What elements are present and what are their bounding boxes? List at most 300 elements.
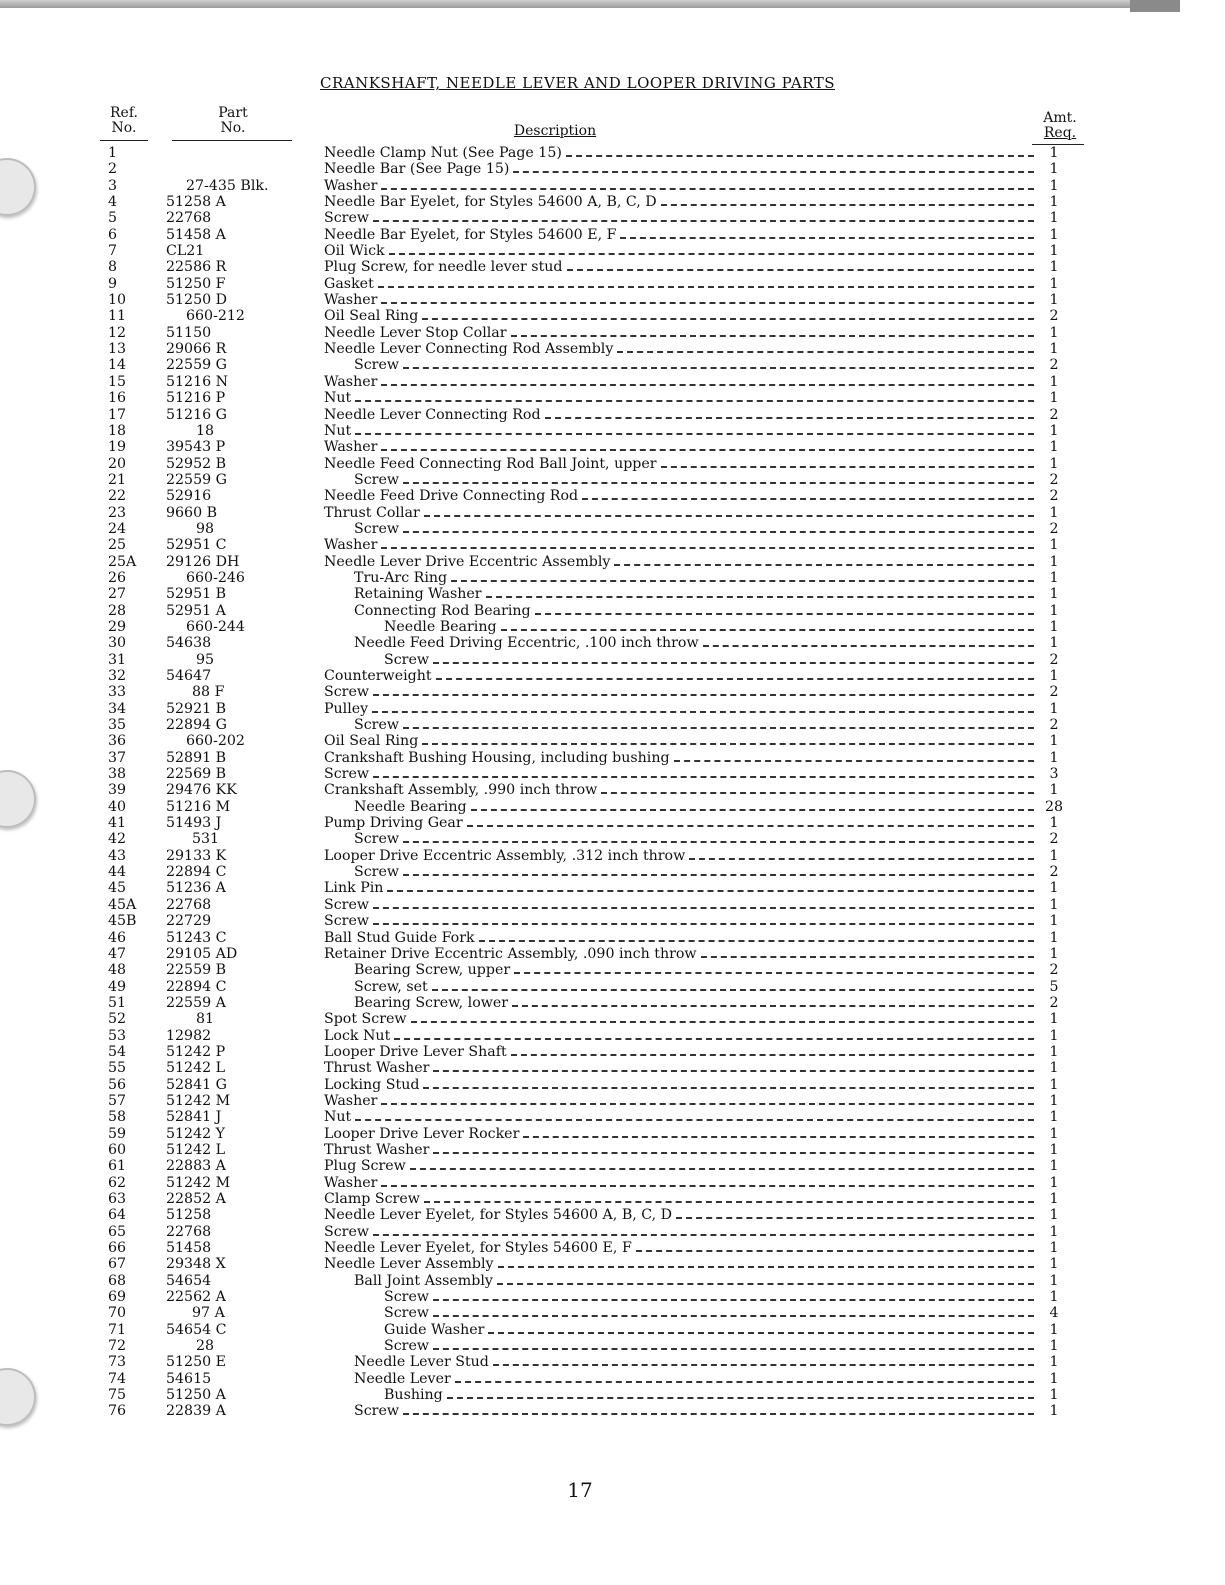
ref-number: 49 xyxy=(108,978,127,995)
dot-leader xyxy=(455,1381,1034,1383)
amount-required: 1 xyxy=(1049,194,1059,211)
part-number: 52951 C xyxy=(166,537,227,554)
dot-leader xyxy=(636,1250,1034,1252)
part-number: 95 xyxy=(196,651,215,668)
dot-leader xyxy=(535,613,1034,615)
description-cell xyxy=(324,456,1034,472)
ref-number: 34 xyxy=(108,700,127,717)
amount-required: 1 xyxy=(1049,1027,1059,1044)
amount-required: 1 xyxy=(1049,896,1059,913)
description-text: Nut xyxy=(324,1109,352,1126)
part-number: 52891 B xyxy=(166,749,227,766)
table-row xyxy=(0,979,1225,995)
description-text: Needle Bearing xyxy=(354,798,467,815)
amount-required: 1 xyxy=(1049,324,1059,341)
dot-leader xyxy=(661,466,1034,468)
description-cell xyxy=(384,1338,1034,1354)
dot-leader xyxy=(373,907,1034,909)
ref-number: 24 xyxy=(108,520,127,537)
amount-required: 1 xyxy=(1049,439,1059,456)
part-number: 54638 xyxy=(166,635,212,652)
amount-required: 2 xyxy=(1049,864,1059,881)
description-text: Ball Joint Assembly xyxy=(354,1272,493,1289)
dot-leader xyxy=(373,923,1034,925)
table-row xyxy=(0,1077,1225,1093)
description-text: Screw xyxy=(324,1223,369,1240)
part-number: CL21 xyxy=(166,243,205,260)
ref-number: 56 xyxy=(108,1076,127,1093)
table-row xyxy=(0,733,1225,749)
description-text: Screw xyxy=(324,896,369,913)
part-number: 51250 A xyxy=(166,1387,226,1404)
amount-required: 28 xyxy=(1044,798,1064,815)
description-text: Looper Drive Lever Rocker xyxy=(324,1125,520,1142)
part-number: 98 xyxy=(196,520,215,537)
table-row xyxy=(0,243,1225,259)
dot-leader xyxy=(493,1364,1034,1366)
description-text: Needle Bearing xyxy=(384,618,497,635)
dot-leader xyxy=(661,204,1034,206)
part-number: 22894 C xyxy=(166,978,227,995)
table-row xyxy=(0,864,1225,880)
description-cell xyxy=(324,1256,1034,1272)
amount-required: 2 xyxy=(1049,471,1059,488)
amount-required: 1 xyxy=(1049,913,1059,930)
description-cell xyxy=(354,962,1034,978)
part-number: 22729 xyxy=(166,913,212,930)
ref-number: 19 xyxy=(108,439,127,456)
description-text: Thrust Washer xyxy=(324,1141,430,1158)
amount-required: 1 xyxy=(1049,1158,1059,1175)
description-cell xyxy=(324,913,1034,929)
ref-number: 51 xyxy=(108,994,127,1011)
description-text: Needle Lever xyxy=(354,1370,451,1387)
part-number: 22562 A xyxy=(166,1289,226,1306)
table-row xyxy=(0,603,1225,619)
dot-leader xyxy=(403,531,1034,533)
dot-leader xyxy=(467,825,1034,827)
description-cell xyxy=(324,1240,1034,1256)
dot-leader xyxy=(511,1054,1034,1056)
dot-leader xyxy=(410,1168,1034,1170)
ref-number: 25 xyxy=(108,537,127,554)
part-number: 51258 xyxy=(166,1207,212,1224)
table-row xyxy=(0,1191,1225,1207)
ref-number: 32 xyxy=(108,668,127,684)
description-cell xyxy=(354,521,1034,537)
dot-leader xyxy=(511,335,1034,337)
description-text: Screw xyxy=(324,684,369,701)
dot-leader xyxy=(355,1119,1034,1121)
description-text: Needle Lever Assembly xyxy=(324,1256,494,1273)
table-row xyxy=(0,1142,1225,1158)
dot-leader xyxy=(689,858,1034,860)
table-row xyxy=(0,292,1225,308)
description-text: Oil Seal Ring xyxy=(324,733,419,750)
ref-number: 62 xyxy=(108,1174,127,1191)
amount-required: 1 xyxy=(1049,1109,1059,1126)
description-cell xyxy=(324,325,1034,341)
table-row xyxy=(0,407,1225,423)
amount-required: 1 xyxy=(1049,815,1059,832)
table-row xyxy=(0,194,1225,210)
table-row xyxy=(0,145,1225,161)
description-text: Needle Feed Drive Connecting Rod xyxy=(324,488,579,505)
amount-required: 1 xyxy=(1049,602,1059,619)
description-cell xyxy=(354,570,1034,586)
description-text: Crankshaft Bushing Housing, including bushing xyxy=(324,749,670,766)
dot-leader xyxy=(422,743,1034,745)
table-row xyxy=(0,521,1225,537)
part-number: 54615 xyxy=(166,1370,212,1387)
description-text: Needle Bar (See Page 15) xyxy=(324,161,510,178)
description-text: Screw xyxy=(384,1338,429,1355)
part-number: 51493 J xyxy=(166,815,222,832)
amount-required: 1 xyxy=(1049,1272,1059,1289)
dot-leader xyxy=(617,351,1034,353)
part-number: 531 xyxy=(192,831,220,848)
description-text: Washer xyxy=(324,439,378,456)
ref-number: 40 xyxy=(108,798,127,815)
ref-number: 67 xyxy=(108,1256,127,1273)
table-row xyxy=(0,1305,1225,1321)
ref-number: 52 xyxy=(108,1011,127,1028)
header-amt-line1: Amt. xyxy=(1043,110,1077,126)
description-cell xyxy=(324,145,1034,161)
dot-leader xyxy=(372,711,1034,713)
dot-leader xyxy=(497,1283,1034,1285)
ref-number: 45B xyxy=(108,913,137,930)
ref-number: 23 xyxy=(108,504,127,521)
description-text: Screw xyxy=(384,651,429,668)
description-cell xyxy=(324,880,1034,896)
amount-required: 1 xyxy=(1049,1191,1059,1207)
ref-number: 12 xyxy=(108,324,127,341)
dot-leader xyxy=(451,580,1034,582)
table-row xyxy=(0,930,1225,946)
description-cell xyxy=(354,864,1034,880)
table-row xyxy=(0,1371,1225,1387)
ref-number: 10 xyxy=(108,292,127,309)
dot-leader xyxy=(381,449,1034,451)
table-row xyxy=(0,554,1225,570)
description-cell xyxy=(384,1305,1034,1321)
part-number: 81 xyxy=(196,1011,215,1028)
part-number: 51250 D xyxy=(166,292,228,309)
part-number: 18 xyxy=(196,422,215,439)
ref-number: 75 xyxy=(108,1387,127,1404)
part-number: 51216 M xyxy=(166,798,231,815)
dot-leader xyxy=(701,956,1034,958)
amount-required: 1 xyxy=(1049,422,1059,439)
table-row xyxy=(0,1158,1225,1174)
description-cell xyxy=(324,308,1034,324)
ref-number: 71 xyxy=(108,1321,127,1338)
amount-required: 1 xyxy=(1049,341,1059,358)
description-text: Plug Screw, for needle lever stud xyxy=(324,259,563,276)
dot-leader xyxy=(703,645,1034,647)
description-text: Looper Drive Eccentric Assembly, .312 inch throw xyxy=(324,847,686,864)
amount-required: 1 xyxy=(1049,586,1059,603)
page-title: CRANKSHAFT, NEEDLE LEVER AND LOOPER DRIVING PARTS xyxy=(320,74,836,92)
description-cell xyxy=(324,668,1034,684)
description-text: Oil Wick xyxy=(324,243,385,260)
amount-required: 1 xyxy=(1049,1370,1059,1387)
ref-number: 16 xyxy=(108,390,127,407)
dot-leader xyxy=(486,596,1034,598)
description-text: Needle Lever Connecting Rod xyxy=(324,406,541,423)
table-row xyxy=(0,439,1225,455)
header-ref-rule xyxy=(100,140,148,141)
part-number: 28 xyxy=(196,1338,215,1355)
header-description-label: Description xyxy=(513,123,597,139)
description-cell xyxy=(324,1207,1034,1223)
table-row xyxy=(0,1240,1225,1256)
part-number: 54647 xyxy=(166,668,212,684)
ref-number: 4 xyxy=(108,194,118,211)
amount-required: 2 xyxy=(1049,684,1059,701)
description-text: Connecting Rod Bearing xyxy=(354,602,531,619)
description-text: Pump Driving Gear xyxy=(324,815,463,832)
description-cell xyxy=(354,995,1034,1011)
description-text: Screw xyxy=(324,766,369,783)
amount-required: 1 xyxy=(1049,733,1059,750)
description-text: Guide Washer xyxy=(384,1321,485,1338)
ref-number: 48 xyxy=(108,962,127,979)
amount-required: 2 xyxy=(1049,406,1059,423)
amount-required: 1 xyxy=(1049,504,1059,521)
table-row xyxy=(0,423,1225,439)
dot-leader xyxy=(432,989,1034,991)
table-row xyxy=(0,374,1225,390)
amount-required: 1 xyxy=(1049,1403,1059,1420)
ref-number: 59 xyxy=(108,1125,127,1142)
dot-leader xyxy=(498,1266,1034,1268)
description-text: Needle Lever Stud xyxy=(354,1354,489,1371)
dot-leader xyxy=(373,694,1034,696)
ref-number: 27 xyxy=(108,586,127,603)
dot-leader xyxy=(582,498,1034,500)
description-cell xyxy=(324,782,1034,798)
description-text: Tru-Arc Ring xyxy=(354,569,448,586)
part-number: 22839 A xyxy=(166,1403,226,1420)
header-part-rule xyxy=(172,140,292,141)
dot-leader xyxy=(614,564,1034,566)
part-number: 51242 P xyxy=(166,1043,226,1060)
table-row xyxy=(0,1028,1225,1044)
ref-number: 20 xyxy=(108,455,127,472)
amount-required: 1 xyxy=(1049,782,1059,799)
amount-required: 1 xyxy=(1049,618,1059,635)
ref-number: 46 xyxy=(108,929,127,946)
ref-number: 25A xyxy=(108,553,137,570)
description-cell xyxy=(324,1126,1034,1142)
amount-required: 1 xyxy=(1049,880,1059,897)
table-row xyxy=(0,652,1225,668)
table-row xyxy=(0,815,1225,831)
dot-leader xyxy=(381,1103,1034,1105)
part-number: 52951 B xyxy=(166,586,227,603)
description-text: Washer xyxy=(324,373,378,390)
header-amt-line2: Req. xyxy=(1043,125,1077,141)
amount-required: 1 xyxy=(1049,847,1059,864)
table-row xyxy=(0,178,1225,194)
description-text: Screw xyxy=(354,831,399,848)
part-number: 52952 B xyxy=(166,455,227,472)
amount-required: 1 xyxy=(1049,1223,1059,1240)
description-text: Screw xyxy=(354,1403,399,1420)
ref-number: 29 xyxy=(108,618,127,635)
dot-leader xyxy=(355,433,1034,435)
header-description xyxy=(480,124,630,139)
ref-number: 1 xyxy=(108,145,118,161)
part-number: 22569 B xyxy=(166,766,227,783)
ref-number: 39 xyxy=(108,782,127,799)
description-cell xyxy=(324,1158,1034,1174)
description-cell xyxy=(354,357,1034,373)
amount-required: 1 xyxy=(1049,259,1059,276)
part-number: 22852 A xyxy=(166,1191,226,1207)
amount-required: 2 xyxy=(1049,357,1059,374)
description-cell xyxy=(324,930,1034,946)
description-cell xyxy=(354,979,1034,995)
description-text: Ball Stud Guide Fork xyxy=(324,929,475,946)
description-text: Screw xyxy=(354,357,399,374)
description-text: Washer xyxy=(324,537,378,554)
ref-number: 68 xyxy=(108,1272,127,1289)
part-number: 52841 G xyxy=(166,1076,227,1093)
table-row xyxy=(0,210,1225,226)
part-number: 51242 L xyxy=(166,1060,226,1077)
part-number: 51216 G xyxy=(166,406,227,423)
description-text: Screw xyxy=(354,520,399,537)
amount-required: 1 xyxy=(1049,226,1059,243)
description-cell xyxy=(324,423,1034,439)
dot-leader xyxy=(488,1332,1034,1334)
description-cell xyxy=(354,603,1034,619)
amount-required: 1 xyxy=(1049,1289,1059,1306)
description-text: Counterweight xyxy=(324,668,432,684)
dot-leader xyxy=(411,1021,1034,1023)
amount-required: 2 xyxy=(1049,994,1059,1011)
ref-number: 36 xyxy=(108,733,127,750)
table-row xyxy=(0,227,1225,243)
amount-required: 1 xyxy=(1049,1141,1059,1158)
description-cell xyxy=(324,537,1034,553)
table-row xyxy=(0,848,1225,864)
amount-required: 1 xyxy=(1049,1256,1059,1273)
table-row xyxy=(0,799,1225,815)
dot-leader xyxy=(433,662,1034,664)
amount-required: 1 xyxy=(1049,275,1059,292)
description-cell xyxy=(324,1224,1034,1240)
ref-number: 55 xyxy=(108,1060,127,1077)
description-text: Bearing Screw, upper xyxy=(354,962,511,979)
dot-leader xyxy=(567,269,1034,271)
dot-leader xyxy=(513,171,1034,173)
ref-number: 11 xyxy=(108,308,127,325)
table-row xyxy=(0,750,1225,766)
description-cell xyxy=(324,227,1034,243)
part-number: 51242 Y xyxy=(166,1125,226,1142)
table-row xyxy=(0,1126,1225,1142)
header-part-line1: Part xyxy=(218,105,248,121)
description-cell xyxy=(324,1109,1034,1125)
dot-leader xyxy=(403,367,1034,369)
description-text: Plug Screw xyxy=(324,1158,406,1175)
dot-leader xyxy=(479,940,1034,942)
header-part-line2: No. xyxy=(220,120,246,136)
part-number: 12982 xyxy=(166,1027,212,1044)
part-number: 51458 A xyxy=(166,226,226,243)
description-cell xyxy=(354,635,1034,651)
part-number: 29126 DH xyxy=(166,553,240,570)
dot-leader xyxy=(436,678,1034,680)
description-cell xyxy=(354,586,1034,602)
description-cell xyxy=(384,1387,1034,1403)
ref-number: 70 xyxy=(108,1305,127,1322)
description-cell xyxy=(324,946,1034,962)
dot-leader xyxy=(423,1087,1034,1089)
description-cell xyxy=(324,194,1034,210)
description-text: Screw xyxy=(354,471,399,488)
ref-number: 63 xyxy=(108,1191,127,1207)
ref-number: 7 xyxy=(108,243,118,260)
amount-required: 1 xyxy=(1049,455,1059,472)
description-text: Needle Bar Eyelet, for Styles 54600 A, B, C, D xyxy=(324,194,657,211)
amount-required: 2 xyxy=(1049,308,1059,325)
table-row xyxy=(0,1354,1225,1370)
table-row xyxy=(0,357,1225,373)
amount-required: 1 xyxy=(1049,145,1059,161)
amount-required: 1 xyxy=(1049,635,1059,652)
dot-leader xyxy=(381,1185,1034,1187)
amount-required: 1 xyxy=(1049,700,1059,717)
part-number: 22883 A xyxy=(166,1158,226,1175)
part-number: 51242 L xyxy=(166,1141,226,1158)
page-number: 17 xyxy=(567,1478,593,1502)
description-cell xyxy=(324,243,1034,259)
dot-leader xyxy=(523,1136,1034,1138)
part-number: 51216 N xyxy=(166,373,229,390)
table-row xyxy=(0,1109,1225,1125)
amount-required: 2 xyxy=(1049,717,1059,734)
description-cell xyxy=(324,554,1034,570)
ref-number: 45A xyxy=(108,896,137,913)
amount-required: 2 xyxy=(1049,962,1059,979)
description-text: Bearing Screw, lower xyxy=(354,994,509,1011)
description-cell xyxy=(324,766,1034,782)
description-cell xyxy=(324,276,1034,292)
dot-leader xyxy=(381,188,1034,190)
description-cell xyxy=(384,619,1034,635)
part-number: 660-212 xyxy=(186,308,245,325)
description-cell xyxy=(324,1011,1034,1027)
ref-number: 14 xyxy=(108,357,127,374)
description-text: Needle Lever Eyelet, for Styles 54600 A, B, C, D xyxy=(324,1207,673,1224)
description-text: Screw xyxy=(324,210,369,227)
amount-required: 2 xyxy=(1049,831,1059,848)
part-number: 51250 E xyxy=(166,1354,226,1371)
amount-required: 1 xyxy=(1049,210,1059,227)
part-number: 52951 A xyxy=(166,602,226,619)
description-text: Needle Feed Driving Eccentric, .100 inch throw xyxy=(354,635,699,652)
dot-leader xyxy=(471,809,1034,811)
description-cell xyxy=(324,505,1034,521)
dot-leader xyxy=(373,220,1034,222)
description-text: Screw xyxy=(354,864,399,881)
description-cell xyxy=(324,259,1034,275)
